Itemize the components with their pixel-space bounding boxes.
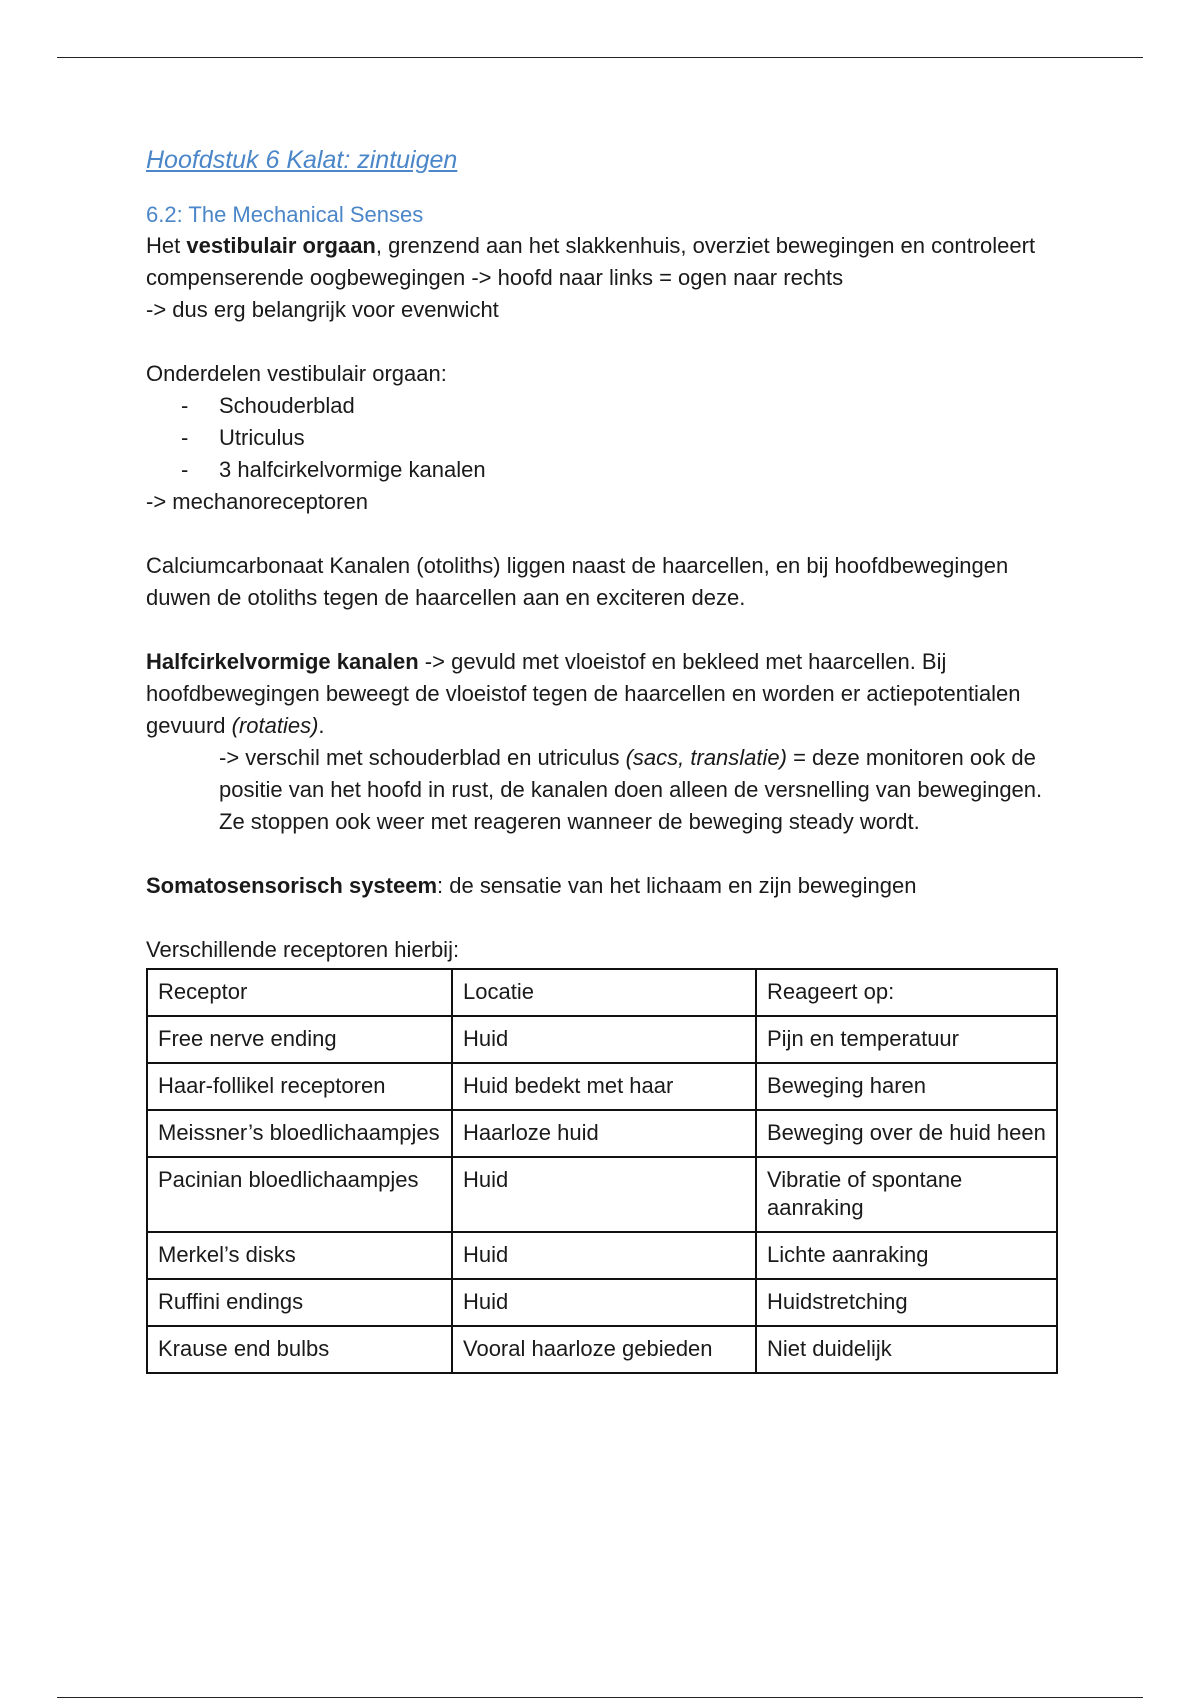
list-item: - Utriculus xyxy=(146,422,1066,454)
paragraph-calcium: Calciumcarbonaat Kanalen (otoliths) liggen naast de haarcellen, en bij hoofdbewegingen duwen de otoliths tegen de haarcellen aan en exciteren deze. xyxy=(146,553,1009,610)
table-cell: Niet duidelijk xyxy=(756,1326,1057,1373)
table-cell: Huid xyxy=(452,1016,756,1063)
table-cell: Vibratie of spontane aanraking xyxy=(756,1157,1057,1232)
receptor-table xyxy=(146,968,1058,1374)
table-cell: Merkel’s disks xyxy=(147,1232,452,1279)
dash-bullet-icon: - xyxy=(181,425,189,450)
table-cell: Huidstretching xyxy=(756,1279,1057,1326)
table-cell: Ruffini endings xyxy=(147,1279,452,1326)
table-cell: Huid bedekt met haar xyxy=(452,1063,756,1110)
table-header-cell: Reageert op: xyxy=(756,969,1057,1016)
paragraph-kanalen: Halfcirkelvormige kanalen -> gevuld met vloeistof en bekleed met haarcellen. Bij hoofdbewegingen beweegt de vloeistof tegen de haarcellen en worden er actiepotentialen gevuurd (rotaties). xyxy=(146,649,1021,738)
table-cell: Krause end bulbs xyxy=(147,1326,452,1373)
table-header-cell: Locatie xyxy=(452,969,756,1016)
table-row xyxy=(147,1110,1057,1157)
table-cell: Beweging haren xyxy=(756,1063,1057,1110)
top-rule xyxy=(57,57,1143,58)
indented-paragraph: -> verschil met schouderblad en utriculus (sacs, translatie) = deze monitoren ook de positie van het hoofd in rust, de kanalen doen alleen de versnelling van bewegingen. Ze stoppen ook weer met reageren wanneer de beweging steady wordt. xyxy=(219,745,1043,834)
table-cell: Haar-follikel receptoren xyxy=(147,1063,452,1110)
document-title: Hoofdstuk 6 Kalat: zintuigen xyxy=(146,146,458,174)
section-heading: 6.2: The Mechanical Senses xyxy=(146,202,424,227)
table-cell: Pijn en temperatuur xyxy=(756,1016,1057,1063)
table-cell: Haarloze huid xyxy=(452,1110,756,1157)
table-row xyxy=(147,1016,1057,1063)
table-cell: Pacinian bloedlichaampjes xyxy=(147,1157,452,1232)
table-cell: Free nerve ending xyxy=(147,1016,452,1063)
bottom-rule xyxy=(57,1697,1143,1698)
parts-intro: Onderdelen vestibulair orgaan: xyxy=(146,361,447,386)
table-cell: Beweging over de huid heen xyxy=(756,1110,1057,1157)
table-row xyxy=(147,1157,1057,1232)
table-header-row xyxy=(147,969,1057,1016)
list-item: - Schouderblad xyxy=(146,390,1066,422)
paragraph-evenwicht: -> dus erg belangrijk voor evenwicht xyxy=(146,297,499,322)
table-cell: Lichte aanraking xyxy=(756,1232,1057,1279)
parts-result: -> mechanoreceptoren xyxy=(146,489,368,514)
table-cell: Huid xyxy=(452,1279,756,1326)
table-row xyxy=(147,1279,1057,1326)
paragraph-somato: Somatosensorisch systeem: de sensatie van het lichaam en zijn bewegingen xyxy=(146,873,917,898)
table-row xyxy=(147,1063,1057,1110)
table-cell: Huid xyxy=(452,1232,756,1279)
table-row xyxy=(147,1232,1057,1279)
list-item: - 3 halfcirkelvormige kanalen xyxy=(146,454,1066,486)
dash-bullet-icon: - xyxy=(181,393,189,418)
paragraph-vestibulair: Het vestibulair orgaan, grenzend aan het slakkenhuis, overziet bewegingen en controleert compenserende oogbewegingen -> hoofd naar links = ogen naar rechts xyxy=(146,233,1036,290)
table-cell: Meissner’s bloedlichaampjes xyxy=(147,1110,452,1157)
receptors-intro: Verschillende receptoren hierbij: xyxy=(146,937,460,962)
dash-bullet-icon: - xyxy=(181,457,189,482)
document-body xyxy=(146,140,1066,1374)
table-cell: Vooral haarloze gebieden xyxy=(452,1326,756,1373)
parts-list xyxy=(146,390,1066,486)
table-row xyxy=(147,1326,1057,1373)
table-header-cell: Receptor xyxy=(147,969,452,1016)
table-cell: Huid xyxy=(452,1157,756,1232)
